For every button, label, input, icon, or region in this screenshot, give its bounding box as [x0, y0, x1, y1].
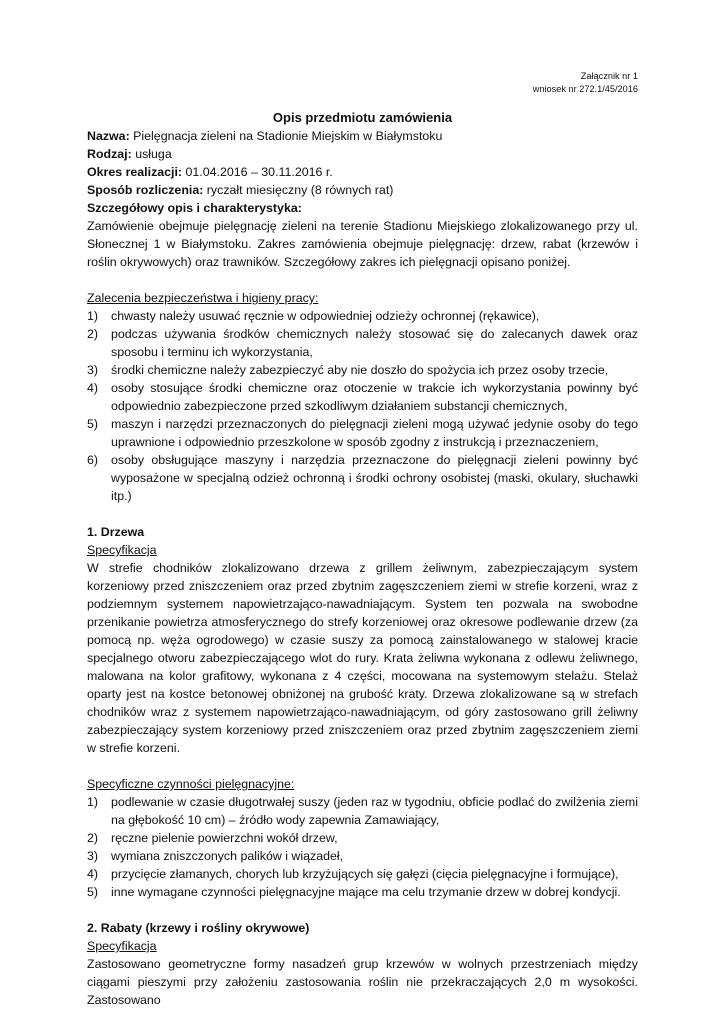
list-item-text: maszyn i narzędzi przeznaczonych do pielęgnacji zieleni mogą używać jedynie osoby do tego uprawnione i odpowiednio przeszkolone w sposób zgodny z instrukcją i przeznaczeniem, [111, 417, 638, 449]
section1-spec-text: W strefie chodników zlokalizowano drzewa z grillem żeliwnym, zabezpieczającym system korzeniowy przed zniszczeniem oraz przed zbytnim zagęszczeniem ziemi w strefie korzeni, wraz z podziemnym systemem napowietrzająco-nawadniającym. System ten pozwala na swobodne przenikanie powietrza atmosferycznego do strefy korzeniowej oraz okresowe podlewanie drzew (za pomocą np. węża ogrodowego) w czasie suszy za pomocą zainstalowanego w stalowej kracie specjalnego otworu zabezpieczającego wlot do rury. Krata żeliwna wykonana z odlewu żeliwnego, malowana na kolor grafitowy, wykonana z 4 części, mocowana na systemowym stelażu. Stelaż oparty jest na kostce betonowej obniżonej na grubość kraty. Drzewa zlokalizowane są w strefach chodników wraz z systemem napowietrzająco-nawadniającym, od góry zastosowano grill żeliwny zabezpieczający system korzeniowy przed zniszczeniem oraz przed zbytnim zagęszczeniem ziemi w strefie korzeni. [87, 561, 638, 755]
section2-spec-text: Zastosowano geometryczne formy nasadzeń grup krzewów w wolnych przestrzeniach między ciągami pieszymi przy założeniu zastosowania roślin nie przekraczających 2,0 m wysokości. Zastosowano [87, 957, 638, 1007]
section2-heading: 2. Rabaty (krzewy i rośliny okrywowe) [87, 921, 310, 935]
list-item [87, 829, 638, 847]
meta-settlement-value: ryczałt miesięczny (8 równych rat) [203, 183, 394, 197]
list-item [87, 793, 638, 829]
meta-block [87, 127, 638, 217]
meta-type [87, 145, 638, 163]
list-item-number: 6) [87, 453, 99, 467]
meta-type-value: usługa [131, 147, 172, 161]
meta-settlement [87, 181, 638, 199]
list-item [87, 865, 638, 883]
list-item-text: osoby stosujące środki chemiczne oraz otoczenie w trakcie ich wykorzystania powinny być odpowiednio zabezpieczone przed szkodliwym działaniem substancji chemicznych, [111, 381, 638, 413]
safety-heading: Zalecenia bezpieczeństwa i higieny pracy: [87, 291, 319, 305]
meta-name [87, 127, 638, 145]
safety-list [87, 307, 638, 505]
list-item-text: środki chemiczne należy zabezpieczyć aby nie doszło do spożycia ich przez osoby trzecie, [111, 363, 609, 377]
list-item [87, 325, 638, 361]
section1-spec-heading: Specyfikacja [87, 543, 157, 557]
list-item-text: podlewanie w czasie długotrwałej suszy (jeden raz w tygodniu, obficie podlać do zwilżenia ziemi na głębokość 10 cm) – źródło wody zapewnia Zamawiający, [111, 795, 638, 827]
list-item-number: 5) [87, 885, 99, 899]
attachment-header [87, 70, 638, 95]
list-item-number: 1) [87, 795, 99, 809]
list-item-number: 5) [87, 417, 99, 431]
meta-period-value: 01.04.2016 – 30.11.2016 r. [182, 165, 333, 179]
intro-paragraph: Zamówienie obejmuje pielęgnację zieleni na terenie Stadionu Miejskiego zlokalizowanego przy ul. Słonecznej 1 w Białymstoku. Zakres zamówienia obejmuje pielęgnację: drzew, rabat (krzewów i roślin okrywowych) oraz trawników. Szczegółowy zakres ich pielęgnacji opisano poniżej. [87, 219, 638, 269]
meta-name-label: Nazwa: [87, 129, 130, 143]
list-item [87, 451, 638, 505]
list-item-text: osoby obsługujące maszyny i narzędzia przeznaczone do pielęgnacji zieleni powinny być wyposażone w specjalną odzież ochronną i środki ochrony osobistej (maski, okulary, słuchawki itp.) [111, 453, 638, 503]
list-item [87, 361, 638, 379]
list-item [87, 379, 638, 415]
list-item [87, 847, 638, 865]
care-heading: Specyficzne czynności pielęgnacyjne: [87, 777, 295, 791]
list-item-number: 4) [87, 381, 99, 395]
list-item [87, 883, 638, 901]
care-list [87, 793, 638, 901]
list-item-number: 1) [87, 309, 99, 323]
list-item-number: 3) [87, 849, 99, 863]
meta-period [87, 163, 638, 181]
list-item-number: 3) [87, 363, 99, 377]
list-item-text: przycięcie złamanych, chorych lub krzyżujących się gałęzi (cięcia pielęgnacyjne i formujące), [111, 867, 619, 881]
list-item-text: podczas używania środków chemicznych należy stosować się do zalecanych dawek oraz sposobu i terminu ich wykorzystania, [111, 327, 638, 359]
meta-period-label: Okres realizacji: [87, 165, 183, 179]
description-heading: Szczegółowy opis i charakterystyka: [87, 201, 302, 215]
meta-name-value: Pielęgnacja zieleni na Stadionie Miejskim w Białymstoku [129, 129, 443, 143]
application-number: wniosek nr 272.1/45/2016 [532, 83, 638, 94]
list-item-text: wymiana zniszczonych palików i wiązadeł, [111, 849, 344, 863]
meta-type-label: Rodzaj: [87, 147, 132, 161]
section1-heading: 1. Drzewa [87, 525, 145, 539]
meta-settlement-label: Sposób rozliczenia: [87, 183, 204, 197]
document-title: Opis przedmiotu zamówienia [272, 110, 453, 125]
list-item [87, 307, 638, 325]
list-item-number: 2) [87, 831, 99, 845]
list-item-text: inne wymagane czynności pielęgnacyjne mające ma celu trzymanie drzew w dobrej kondycji. [111, 885, 621, 899]
attachment-number: Załącznik nr 1 [580, 71, 638, 81]
list-item-text: chwasty należy usuwać ręcznie w odpowiedniej odzieży ochronnej (rękawice), [111, 309, 540, 323]
list-item-text: ręczne pielenie powierzchni wokół drzew, [111, 831, 338, 845]
section2-spec-heading: Specyfikacja [87, 939, 157, 953]
list-item-number: 2) [87, 327, 99, 341]
list-item [87, 415, 638, 451]
list-item-number: 4) [87, 867, 99, 881]
